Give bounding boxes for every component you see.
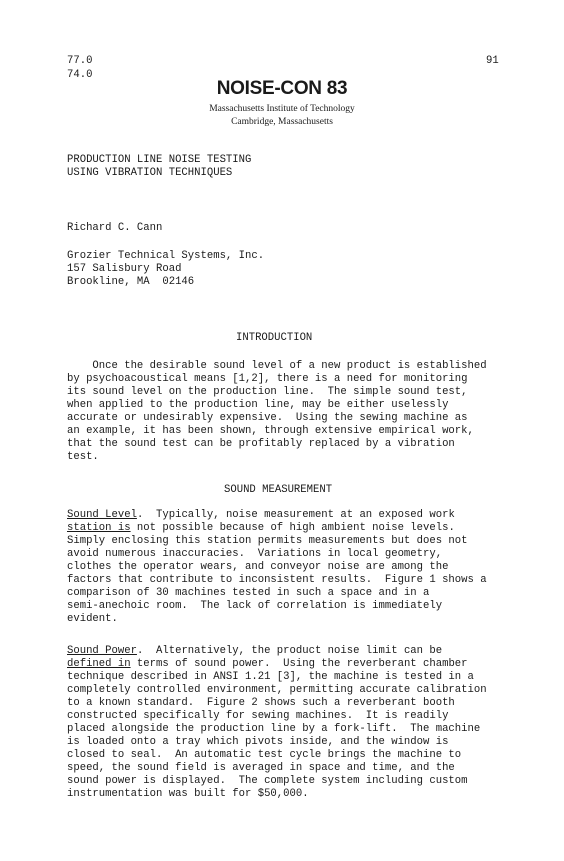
institution-name: Massachusetts Institute of Technology — [209, 104, 355, 114]
text-line — [67, 645, 487, 658]
text-line: accurate or undesirably expensive. Using the sewing machine as — [67, 412, 468, 424]
paper-title-line-2: USING VIBRATION TECHNIQUES — [67, 167, 233, 179]
text-line: placed alongside the production line by a fork-lift. The machine — [67, 723, 481, 735]
text-line: evident. — [67, 613, 118, 625]
sound-level-paragraph — [67, 509, 487, 626]
text-line: to a known standard. Figure 2 shows such a reverberant booth — [67, 697, 455, 709]
affiliation-line-3: Brookline, MA 02146 — [67, 276, 195, 288]
institution-location: Cambridge, Massachusetts — [231, 117, 333, 127]
document-code-b: 74.0 — [67, 69, 93, 81]
text-line: constructed specifically for sewing machines. It is readily — [67, 710, 449, 722]
page-number: 91 — [486, 55, 499, 67]
author-name: Richard C. Cann — [67, 222, 163, 234]
introduction-heading: INTRODUCTION — [236, 332, 313, 344]
paper-title-line-1: PRODUCTION LINE NOISE TESTING — [67, 154, 252, 166]
text-run: not possible because of high ambient noise levels. — [130, 522, 455, 534]
conference-title: NOISE-CON 83 — [216, 78, 348, 99]
text-line: Simply enclosing this station permits measurements but does not — [67, 535, 468, 547]
text-line: clothes the operator wears, and conveyor noise are among the — [67, 561, 449, 573]
text-line: avoid numerous inaccuracies. Variations in local geometry, — [67, 548, 443, 560]
text-line: instrumentation was built for $50,000. — [67, 788, 309, 800]
text-line: comparison of 30 machines tested in such a space and in a — [67, 587, 430, 599]
text-run: . Typically, noise measurement at an exposed work — [136, 509, 455, 521]
text-line — [67, 522, 487, 535]
text-line: test. — [67, 451, 99, 463]
text-line: speed, the sound field is averaged in space and time, and the — [67, 762, 455, 774]
text-run: terms of sound power. Using the reverberant chamber — [130, 658, 468, 670]
affiliation-line-2: 157 Salisbury Road — [67, 263, 182, 275]
text-run: . Alternatively, the product noise limit can be — [136, 645, 443, 657]
sound-level-term: Sound Level — [67, 509, 137, 521]
sound-power-paragraph — [67, 645, 487, 801]
text-line: factors that contribute to inconsistent results. Figure 1 shows a — [67, 574, 487, 586]
text-line: closed to seal. An automatic test cycle brings the machine to — [67, 749, 462, 761]
underlined-run: defined in — [67, 658, 131, 670]
sound-measurement-heading: SOUND MEASUREMENT — [224, 484, 333, 496]
text-line: is loaded onto a tray which pivots inside, and the window is — [67, 736, 449, 748]
text-line — [67, 658, 487, 671]
text-line: that the sound test can be profitably replaced by a vibration — [67, 438, 455, 450]
affiliation-line-1: Grozier Technical Systems, Inc. — [67, 250, 265, 262]
text-line: when applied to the production line, may be either uselessly — [67, 399, 449, 411]
text-line: sound power is displayed. The complete system including custom — [67, 775, 468, 787]
sound-power-term: Sound Power — [67, 645, 137, 657]
text-line: by psychoacoustical means [1,2], there is a need for monitoring — [67, 373, 468, 385]
text-line: technique described in ANSI 1.21 [3], the machine is tested in a — [67, 671, 474, 683]
text-line: Once the desirable sound level of a new product is established — [67, 360, 487, 372]
introduction-paragraph — [67, 360, 487, 464]
underlined-run: station is — [67, 522, 131, 534]
text-line: an example, it has been shown, through extensive empirical work, — [67, 425, 474, 437]
text-line: semi-anechoic room. The lack of correlation is immediately — [67, 600, 443, 612]
document-code-a: 77.0 — [67, 55, 93, 67]
text-line: its sound level on the production line. The simple sound test, — [67, 386, 468, 398]
text-line: completely controlled environment, permitting accurate calibration — [67, 684, 487, 696]
text-line — [67, 509, 487, 522]
